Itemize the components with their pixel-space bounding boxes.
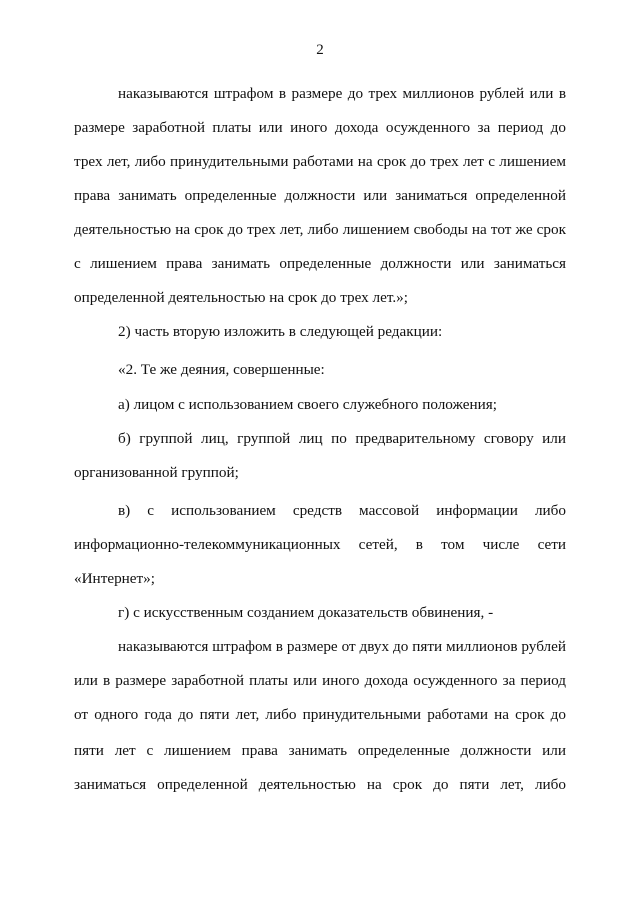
page-number: 2 xyxy=(316,42,324,58)
text-line: наказываются штрафом в размере до трех миллионов рублей или в xyxy=(118,85,566,102)
text-line: деятельностью на срок до трех лет, либо лишением свободы на тот же срок xyxy=(74,221,566,238)
text-line: наказываются штрафом в размере от двух до пяти миллионов рублей xyxy=(118,638,566,655)
text-line: б) группой лиц, группой лиц по предварительному сговору или xyxy=(118,430,566,447)
text-line: определенной деятельностью на срок до трех лет.»; xyxy=(74,289,408,306)
text-line: или в размере заработной платы или иного дохода осужденного за период xyxy=(74,672,566,689)
text-line: 2) часть вторую изложить в следующей редакции: xyxy=(118,323,443,340)
text-line: информационно-телекоммуникационных сетей, в том числе сети xyxy=(74,536,566,553)
text-line: права занимать определенные должности или заниматься определенной xyxy=(74,187,566,204)
text-line: размере заработной платы или иного дохода осужденного за период до xyxy=(74,119,566,136)
text-line: в) с использованием средств массовой информации либо xyxy=(118,502,566,519)
text-line: пяти лет с лишением права занимать определенные должности или xyxy=(74,742,566,759)
text-line: «Интернет»; xyxy=(74,570,155,587)
text-line: трех лет, либо принудительными работами на срок до трех лет с лишением xyxy=(74,153,566,170)
text-line: организованной группой; xyxy=(74,464,239,481)
text-line: от одного года до пяти лет, либо принудительными работами на срок до xyxy=(74,706,566,723)
text-line: «2. Те же деяния, совершенные: xyxy=(118,361,325,378)
text-line: с лишением права занимать определенные должности или заниматься xyxy=(74,255,566,272)
text-line: а) лицом с использованием своего служебного положения; xyxy=(118,396,498,413)
text-line: заниматься определенной деятельностью на срок до пяти лет, либо xyxy=(74,776,566,793)
text-line: г) с искусственным созданием доказательств обвинения, - xyxy=(118,604,494,621)
